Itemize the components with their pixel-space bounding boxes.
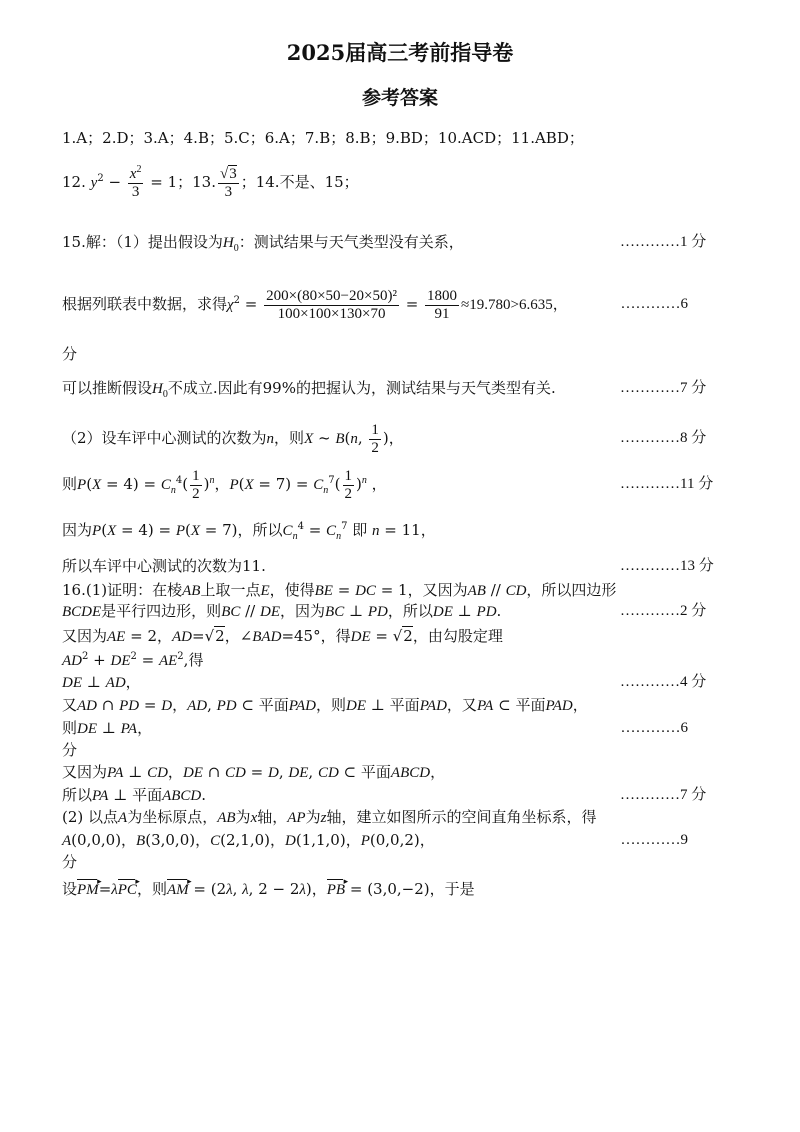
score-4: …………4 分 <box>620 674 707 690</box>
score-6b-unit: 分 <box>62 741 78 759</box>
score-7: …………7 分 <box>620 380 707 396</box>
q15-conclusion: 所以车评中心测试的次数为11. <box>62 557 266 575</box>
page-subtitle: 参考答案 <box>361 87 438 109</box>
q15-equation: 因为P(X = 4) = P(X = 7)，所以$C_n^4 = C_n^7$ 即 n = 11， <box>62 521 436 542</box>
score-13: …………13 分 <box>620 558 714 574</box>
score-2: …………2 分 <box>620 603 707 619</box>
q15-reject: 可以推断假设$H_0$不成立.因此有99%的把握认为，测试结果与天气类型有关. <box>62 379 556 400</box>
q16-line-5: DE ⊥ AD， <box>62 673 141 691</box>
q16-line-4: $AD^2 + DE^2 = AE^2$,得 <box>62 651 204 669</box>
fill-in-answers: 12. $y^2$ − $\frac{x^2}{3}$ = 1；13. $\frac{√3}{3}$ ；14.不是、15； <box>62 163 359 200</box>
score-8: …………8 分 <box>620 430 707 446</box>
q16-line-10: 所以PA ⊥ 平面ABCD. <box>62 786 207 804</box>
score-1: …………1 分 <box>620 234 707 250</box>
q16-part2-line-1: (2) 以点A为坐标原点，AB为x轴，AP为z轴，建立如图所示的空间直角坐标系，得 <box>62 808 597 826</box>
q16-line-9: 又因为PA ⊥ CD，DE ∩ CD = D, DE, CD ⊂ 平面ABCD， <box>62 763 446 781</box>
q16-line-7: 则DE ⊥ PA， <box>62 719 153 737</box>
score-6-unit: 分 <box>62 345 78 363</box>
q16-line-3: 又因为AE = 2，AD=√2，∠BAD=45°，得DE = √2，由勾股定理 <box>62 627 503 645</box>
choice-answers: 1.A；2.D；3.A；4.B；5.C；6.A；7.B；8.B；9.BD；10.ACD；11.ABD； <box>62 129 584 147</box>
q15-part2: （2）设车评中心测试的次数为n，则X ~ B(n, $\frac{1}{2}$ )， <box>62 421 404 456</box>
score-6b: …………6 <box>620 720 688 736</box>
score-7b: …………7 分 <box>620 787 707 803</box>
q16-vectors: 设PM ▸=λPC ▸，则AM ▸ = (2λ, λ, 2 − 2λ)，PB ▸ = (3,0,−2)，于是 <box>62 879 475 900</box>
q16-part2-coords: A(0,0,0)，B(3,0,0)，C(2,1,0)，D(1,1,0)，P(0,0,2)， <box>62 831 435 849</box>
score-11: …………11 分 <box>620 476 714 492</box>
page-title: 2025届高三考前指导卷 <box>286 40 514 65</box>
q15-probabilities: 则$P(X = 4) = C_n^4$( $\frac{1}{2}$ )$^n$，$P(X = 7) = C_n^7$( $\frac{1}{2}$ )$^n$ ， <box>62 467 387 502</box>
q16-line-2: BCDE是平行四边形，则BC // DE，因为BC ⊥ PD，所以DE ⊥ PD. <box>62 602 502 620</box>
q15-step1: 15.解：（1）提出假设为$H_0$：测试结果与天气类型没有关系， <box>62 233 464 254</box>
q15-chi-square: 根据列联表中数据，求得$\chi^2$ = $\frac{\text{200×(80×50−20×50)²}}{100\times 100\times 130\times 70}$ = $\frac{1800}{91}$ ≈19.780>6.635， <box>62 287 568 322</box>
score-6: …………6 <box>620 296 688 312</box>
score-9-unit: 分 <box>62 853 78 871</box>
q16-line-1: 16.(1)证明：在棱AB上取一点E，使得BE = DC = 1，又因为AB // CD，所以四边形 <box>62 581 617 599</box>
q16-line-6: 又AD ∩ PD = D，AD, PD ⊂ 平面PAD，则DE ⊥ 平面PAD，又PA ⊂ 平面PAD， <box>62 696 588 714</box>
score-9: …………9 <box>620 832 688 848</box>
